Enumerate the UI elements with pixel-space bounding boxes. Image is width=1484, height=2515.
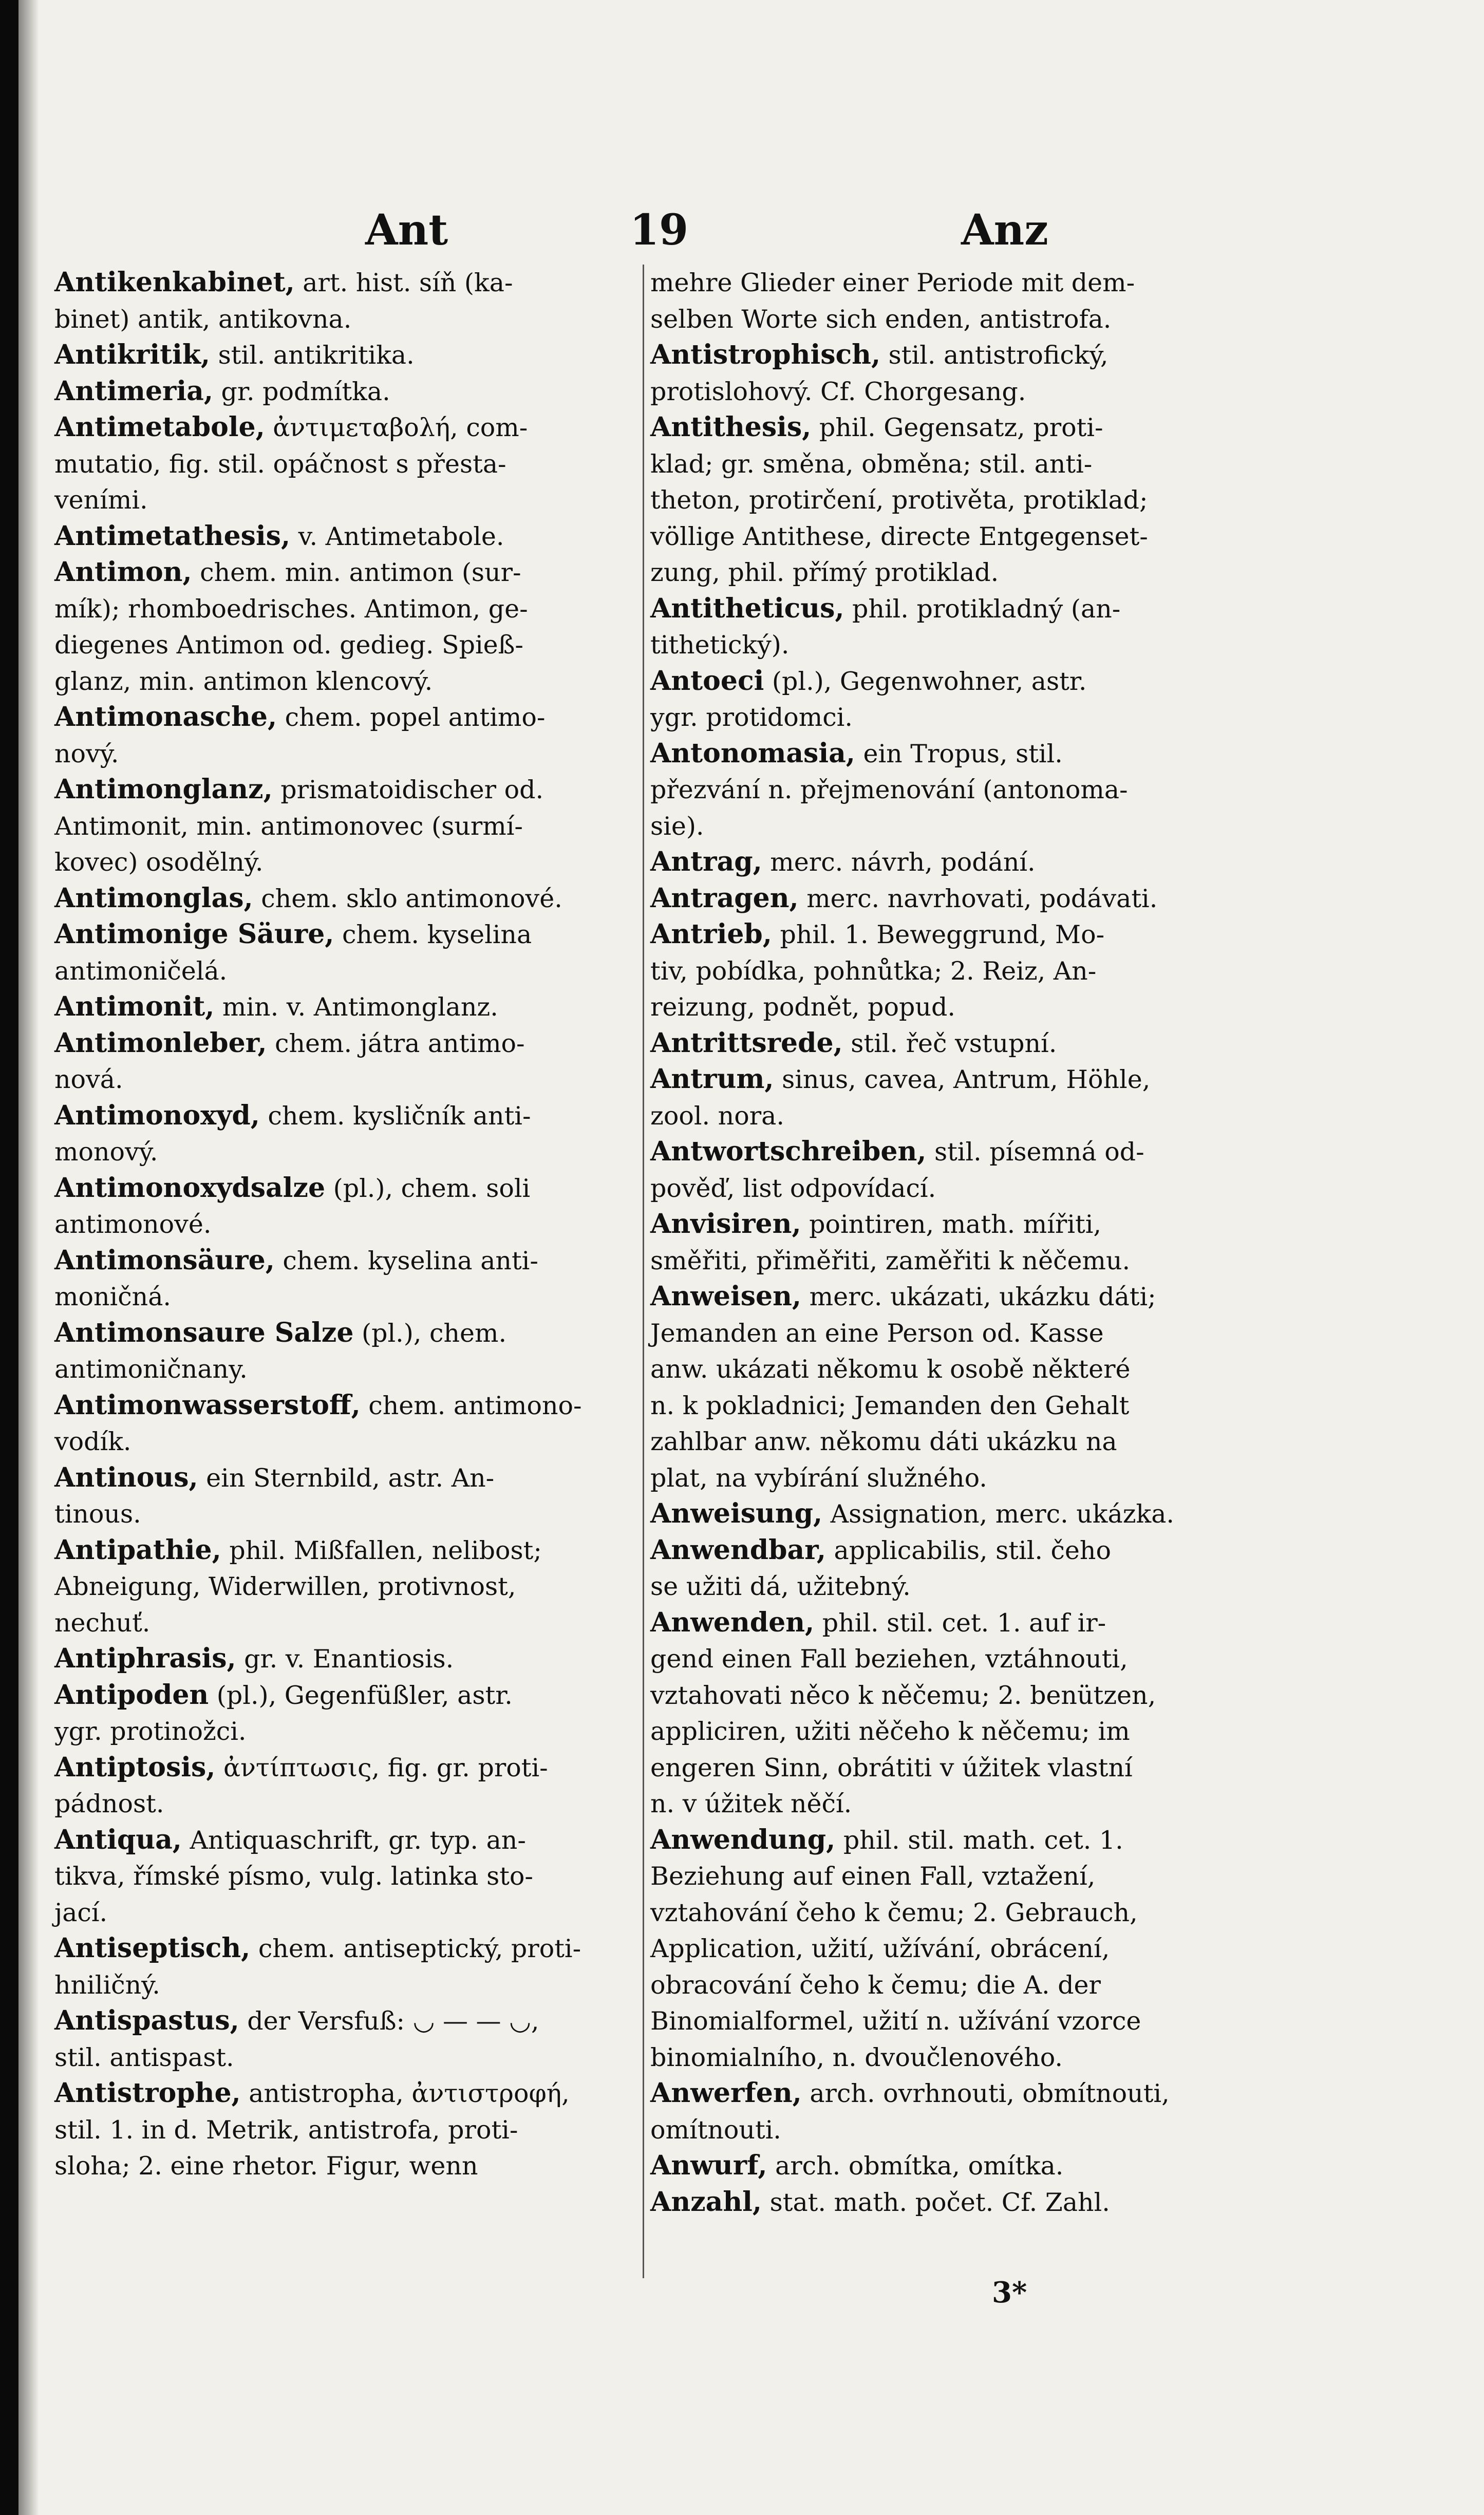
entry-text: sie). <box>650 811 704 841</box>
headword: Antimonsaure Salze <box>54 1317 354 1348</box>
entry-line <box>650 2003 1244 2039</box>
entry-line <box>54 808 648 844</box>
entry-line <box>650 301 1244 337</box>
entry-text: arch. ovrhnouti, obmítnouti, <box>801 2079 1170 2108</box>
entry-text: chem. antiseptický, proti- <box>250 1934 581 1963</box>
entry-line <box>54 1387 648 1424</box>
entry-line <box>54 409 648 446</box>
entry-line <box>650 1894 1244 1931</box>
entry-text: der Versfuß: ◡ — — ◡, <box>239 2006 539 2036</box>
entry-text: ein Sternbild, astr. An- <box>198 1463 495 1493</box>
entry-line <box>54 1351 648 1387</box>
entry-line <box>54 1423 648 1460</box>
entry-text: phil. protikladný (an- <box>844 594 1121 624</box>
entry-text: merc. návrh, podání. <box>762 848 1036 877</box>
entry-line <box>54 1243 648 1279</box>
entry-line <box>54 916 648 953</box>
entry-line <box>54 699 648 736</box>
header-left-guideword: Ant <box>365 205 448 255</box>
entry-line <box>650 663 1244 700</box>
entry-text: selben Worte sich enden, antistrofa. <box>650 304 1112 334</box>
entry-line <box>54 591 648 627</box>
entry-text: mehre Glieder einer Periode mit dem- <box>650 268 1135 297</box>
entry-text: se užiti dá, užitebný. <box>650 1572 911 1601</box>
entry-line <box>54 1930 648 1967</box>
entry-line <box>650 591 1244 627</box>
headword: Anwurf, <box>650 2150 767 2181</box>
headword: Antinous, <box>54 1461 198 1493</box>
entry-line <box>650 1605 1244 1641</box>
entry-text: sinus, cavea, Antrum, Höhle, <box>774 1065 1151 1094</box>
entry-text: gr. v. Enantiosis. <box>236 1644 454 1674</box>
headword: Anzahl, <box>650 2186 762 2218</box>
entry-text: Antiquaschrift, gr. typ. an- <box>181 1825 526 1855</box>
entry-text: Jemanden an eine Person od. Kasse <box>650 1318 1104 1348</box>
entry-text: theton, protirčení, protivěta, protiklad; <box>650 485 1148 515</box>
entry-line <box>54 1677 648 1714</box>
entry-text: kovec) osodělný. <box>54 848 264 877</box>
entry-text: prismatoidischer od. <box>272 775 544 804</box>
entry-text: omítnouti. <box>650 2115 781 2145</box>
entry-text: binet) antik, antikovna. <box>54 304 352 334</box>
entry-text: ein Tropus, stil. <box>855 739 1063 768</box>
entry-line <box>650 2148 1244 2184</box>
entry-line <box>54 2148 648 2184</box>
entry-line <box>54 880 648 917</box>
headword: Antikenkabinet, <box>54 267 295 298</box>
entry-line <box>54 337 648 373</box>
entry-text: ἀντιμεταβολή, com- <box>265 413 528 442</box>
entry-line <box>54 1170 648 1207</box>
entry-text: tithetický). <box>650 630 790 660</box>
headword: Antithesis, <box>650 411 812 443</box>
headword: Antimonsäure, <box>54 1244 275 1276</box>
headword: Antimonige Säure, <box>54 918 334 950</box>
entry-line <box>54 482 648 518</box>
entry-line <box>54 1460 648 1496</box>
entry-text: gend einen Fall beziehen, vztáhnouti, <box>650 1644 1128 1674</box>
entry-text: (pl.), Gegenfüßler, astr. <box>209 1680 513 1710</box>
entry-line <box>54 518 648 555</box>
entry-text: phil. stil. math. cet. 1. <box>835 1825 1123 1855</box>
entry-text: stil. 1. in d. Metrik, antistrofa, proti- <box>54 2115 518 2145</box>
entry-text: chem. kyselina <box>334 920 532 949</box>
entry-text: mutatio, fig. stil. opáčnost s přesta- <box>54 449 506 479</box>
entry-text: antimoničnany. <box>54 1355 248 1384</box>
entry-text: chem. sklo antimonové. <box>253 884 562 913</box>
right-column <box>650 265 1244 2220</box>
headword: Antrieb, <box>650 918 772 950</box>
entry-line <box>54 1605 648 1641</box>
entry-line <box>650 808 1244 844</box>
headword: Antimonoxydsalze <box>54 1172 326 1204</box>
entry-text: obracování čeho k čemu; die A. der <box>650 1970 1101 2000</box>
entry-text: přezvání n. přejmenování (antonoma- <box>650 775 1128 804</box>
entry-text: nechuť. <box>54 1608 151 1638</box>
entry-line <box>650 1460 1244 1496</box>
entry-line <box>650 2112 1244 2148</box>
entry-line <box>650 1750 1244 1786</box>
entry-text: chem. popel antimo- <box>277 703 546 732</box>
headword: Anwenden, <box>650 1606 815 1638</box>
entry-text: nový. <box>54 739 119 768</box>
entry-line <box>650 736 1244 772</box>
entry-text: veními. <box>54 485 148 515</box>
entry-line <box>54 772 648 808</box>
headword: Antistrophe, <box>54 2077 241 2109</box>
headword: Antimetabole, <box>54 411 265 443</box>
entry-line <box>54 1098 648 1134</box>
entry-text: chem. kyselina anti- <box>274 1246 538 1275</box>
headword: Antimon, <box>54 556 192 588</box>
headword: Antimonleber, <box>54 1027 267 1059</box>
entry-line <box>650 1641 1244 1677</box>
entry-text: stil. písemná od- <box>926 1137 1144 1167</box>
entry-line <box>650 989 1244 1025</box>
entry-line <box>650 1315 1244 1352</box>
entry-line <box>54 663 648 700</box>
entry-text: antimonové. <box>54 1210 212 1239</box>
entry-line <box>54 1822 648 1859</box>
headword: Antiqua, <box>54 1824 182 1855</box>
entry-line <box>54 1641 648 1677</box>
entry-text: v. Antimetabole. <box>290 521 504 551</box>
entry-line <box>54 844 648 880</box>
entry-line <box>650 1170 1244 1207</box>
headword: Antimonasche, <box>54 701 277 733</box>
entry-text: binomialního, n. dvoučlenového. <box>650 2042 1063 2072</box>
entry-line <box>54 554 648 591</box>
entry-text: Binomialformel, užití n. užívání vzorce <box>650 2006 1141 2036</box>
headword: Antikritik, <box>54 339 211 370</box>
entry-line <box>650 373 1244 410</box>
headword: Antiptosis, <box>54 1751 216 1783</box>
headword: Anwendbar, <box>650 1534 826 1566</box>
entry-line <box>650 2039 1244 2076</box>
headword: Anweisen, <box>650 1281 802 1312</box>
entry-line <box>54 989 648 1025</box>
entry-line <box>650 2184 1244 2221</box>
entry-text: gr. podmítka. <box>213 377 390 406</box>
entry-line <box>650 699 1244 736</box>
entry-text: chem. kysličník anti- <box>259 1101 531 1131</box>
entry-text: hniličný. <box>54 1970 160 2000</box>
entry-text: Antimonit, min. antimonovec (surmí- <box>54 811 523 841</box>
headword: Anvisiren, <box>650 1208 801 1240</box>
entry-text: phil. Gegensatz, proti- <box>811 413 1103 442</box>
entry-text: glanz, min. antimon klencový. <box>54 666 433 696</box>
page-edge-shadow <box>18 0 39 2515</box>
entry-line <box>650 1677 1244 1714</box>
entry-line <box>650 1930 1244 1967</box>
entry-text: applicabilis, stil. čeho <box>825 1535 1111 1565</box>
entry-text: sloha; 2. eine rhetor. Figur, wenn <box>54 2151 478 2181</box>
entry-line <box>650 265 1244 301</box>
entry-line <box>650 1279 1244 1315</box>
headword: Antonomasia, <box>650 737 855 769</box>
entry-line <box>650 518 1244 555</box>
entry-text: ygr. protidomci. <box>650 703 853 732</box>
entry-text: monový. <box>54 1137 158 1167</box>
entry-text: engeren Sinn, obrátiti v úžitek vlastní <box>650 1753 1133 1782</box>
entry-line <box>54 301 648 337</box>
headword: Antrag, <box>650 846 762 877</box>
entry-line <box>650 554 1244 591</box>
entry-line <box>54 1025 648 1062</box>
entry-text: moničná. <box>54 1282 171 1311</box>
entry-text: chem. játra antimo- <box>267 1028 525 1058</box>
column-divider <box>643 265 644 2278</box>
entry-text: diegenes Antimon od. gedieg. Spieß- <box>54 630 523 660</box>
entry-line <box>54 1061 648 1098</box>
headword: Antimonit, <box>54 991 215 1022</box>
entry-line <box>54 627 648 663</box>
entry-line <box>650 1061 1244 1098</box>
entry-line <box>650 1206 1244 1243</box>
entry-line <box>650 446 1244 482</box>
entry-text: nová. <box>54 1065 123 1094</box>
headword: Antipathie, <box>54 1534 221 1566</box>
entry-text: stil. antikritika. <box>210 341 415 370</box>
entry-line <box>54 1967 648 2003</box>
entry-line <box>650 1423 1244 1460</box>
entry-text: ἀντίπτωσις, fig. gr. proti- <box>215 1753 548 1782</box>
entry-text: appliciren, užiti něčeho k něčemu; im <box>650 1717 1130 1746</box>
entry-text: stil. antistrofický, <box>880 341 1109 370</box>
entry-text: pověď, list odpovídací. <box>650 1173 936 1203</box>
entry-text: merc. ukázati, ukázku dáti; <box>801 1282 1156 1311</box>
entry-text: klad; gr. směna, obměna; stil. anti- <box>650 449 1093 479</box>
entry-line <box>54 1858 648 1894</box>
headword: Antrum, <box>650 1063 774 1095</box>
entry-text: völlige Antithese, directe Entgegenset- <box>650 521 1148 551</box>
entry-text: stat. math. počet. Cf. Zahl. <box>762 2187 1110 2217</box>
entry-text: pádnost. <box>54 1789 164 1818</box>
headword: Anwendung, <box>650 1824 836 1855</box>
entry-line <box>650 880 1244 917</box>
entry-text: phil. Mißfallen, nelibost; <box>221 1535 542 1565</box>
header-right-guideword: Anz <box>961 205 1048 255</box>
entry-line <box>650 337 1244 373</box>
entry-text: arch. obmítka, omítka. <box>767 2151 1064 2181</box>
entry-line <box>650 1098 1244 1134</box>
entry-text: protislohový. Cf. Chorgesang. <box>650 377 1026 406</box>
book-spine <box>0 0 18 2515</box>
headword: Antispastus, <box>54 2005 239 2036</box>
entry-text: Beziehung auf einen Fall, vztažení, <box>650 1862 1096 1891</box>
entry-line <box>650 844 1244 880</box>
entry-line <box>54 1532 648 1569</box>
entry-line <box>54 1134 648 1170</box>
entry-line <box>54 953 648 989</box>
headword: Antragen, <box>650 882 799 914</box>
entry-line <box>650 1134 1244 1170</box>
entry-line <box>650 1243 1244 1279</box>
entry-text: směřiti, přiměřiti, zaměřiti k něčemu. <box>650 1246 1131 1275</box>
entry-line <box>54 2075 648 2112</box>
entry-line <box>54 1786 648 1822</box>
headword: Antimeria, <box>54 375 213 407</box>
headword: Antiseptisch, <box>54 1932 251 1964</box>
entry-line <box>54 1750 648 1786</box>
entry-text: tikva, římské písmo, vulg. latinka sto- <box>54 1862 533 1891</box>
entry-line <box>54 2039 648 2076</box>
headword: Antoeci <box>650 665 764 697</box>
entry-text: reizung, podnět, popud. <box>650 992 955 1022</box>
entry-line <box>650 2075 1244 2112</box>
entry-text: n. v úžitek něčí. <box>650 1789 852 1818</box>
entry-text: chem. antimono- <box>360 1391 582 1420</box>
entry-text: plat, na vybírání služného. <box>650 1463 987 1493</box>
entry-line <box>54 1568 648 1605</box>
entry-line <box>54 265 648 301</box>
entry-line <box>54 1206 648 1243</box>
entry-text: vztahování čeho k čemu; 2. Gebrauch, <box>650 1898 1138 1927</box>
headword: Antiphrasis, <box>54 1643 236 1674</box>
entry-line <box>54 2003 648 2039</box>
headword: Anweisung, <box>650 1498 823 1529</box>
headword: Anwerfen, <box>650 2077 802 2109</box>
entry-text: jací. <box>54 1898 108 1927</box>
headword: Antimonglas, <box>54 882 253 914</box>
entry-text: antistropha, ἀντιστροφή, <box>240 2079 570 2108</box>
entry-line <box>54 2112 648 2148</box>
entry-line <box>650 772 1244 808</box>
entry-line <box>650 1025 1244 1062</box>
entry-line <box>54 1496 648 1532</box>
entry-line <box>650 1496 1244 1532</box>
headword: Antimonglanz, <box>54 774 273 805</box>
entry-line <box>650 1822 1244 1859</box>
headword: Antimonwasserstoff, <box>54 1389 361 1421</box>
entry-text: merc. navrhovati, podávati. <box>798 884 1158 913</box>
entry-line <box>650 1967 1244 2003</box>
headword: Antitheticus, <box>650 592 844 624</box>
entry-text: (pl.), chem. soli <box>325 1173 531 1203</box>
entry-text: antimoničelá. <box>54 956 228 986</box>
entry-line <box>54 1315 648 1352</box>
entry-text: min. v. Antimonglanz. <box>214 992 498 1022</box>
entry-line <box>54 736 648 772</box>
entry-line <box>650 1713 1244 1750</box>
headword: Antrittsrede, <box>650 1027 843 1059</box>
entry-line <box>650 1351 1244 1387</box>
entry-line <box>650 916 1244 953</box>
left-column <box>54 265 648 2184</box>
headword: Antipoden <box>54 1679 209 1711</box>
entry-text: phil. stil. cet. 1. auf ir- <box>814 1608 1106 1638</box>
entry-text: art. hist. síň (ka- <box>294 268 513 297</box>
entry-line <box>650 1858 1244 1894</box>
entry-text: chem. min. antimon (sur- <box>192 558 521 587</box>
entry-text: n. k pokladnici; Jemanden den Gehalt <box>650 1391 1130 1420</box>
entry-line <box>650 1387 1244 1424</box>
entry-text: stil. antispast. <box>54 2042 234 2072</box>
headword: Antistrophisch, <box>650 339 881 370</box>
entry-line <box>650 409 1244 446</box>
entry-text: tinous. <box>54 1499 141 1529</box>
entry-text: tiv, pobídka, pohnůtka; 2. Reiz, An- <box>650 956 1097 986</box>
entry-text: ygr. protinožci. <box>54 1717 247 1746</box>
headword: Antwortschreiben, <box>650 1136 927 1167</box>
entry-line <box>650 1568 1244 1605</box>
entry-text: stil. řeč vstupní. <box>842 1028 1057 1058</box>
entry-text: Assignation, merc. ukázka. <box>822 1499 1174 1529</box>
dictionary-page <box>18 0 1484 2515</box>
entry-line <box>650 953 1244 989</box>
entry-line <box>650 1786 1244 1822</box>
entry-line <box>650 1532 1244 1569</box>
headword: Antimetathesis, <box>54 520 291 552</box>
entry-line <box>650 627 1244 663</box>
entry-text: pointiren, math. mířiti, <box>801 1210 1101 1239</box>
entry-text: (pl.), Gegenwohner, astr. <box>764 666 1087 696</box>
entry-text: Application, užití, užívání, obrácení, <box>650 1934 1110 1963</box>
entry-line <box>54 1894 648 1931</box>
signature-mark: 3* <box>992 2276 1027 2310</box>
page-number: 19 <box>630 205 689 255</box>
entry-line <box>54 1279 648 1315</box>
entry-text: zahlbar anw. někomu dáti ukázku na <box>650 1427 1117 1456</box>
entry-line <box>54 1713 648 1750</box>
entry-text: mík); rhomboedrisches. Antimon, ge- <box>54 594 528 624</box>
entry-text: vztahovati něco k něčemu; 2. benützen, <box>650 1680 1156 1710</box>
entry-text: anw. ukázati někomu k osobě některé <box>650 1355 1131 1384</box>
entry-text: zool. nora. <box>650 1101 784 1131</box>
entry-text: (pl.), chem. <box>353 1318 507 1348</box>
entry-line <box>54 446 648 482</box>
entry-line <box>650 482 1244 518</box>
running-header <box>18 205 1484 267</box>
entry-text: vodík. <box>54 1427 132 1456</box>
entry-text: Abneigung, Widerwillen, protivnost, <box>54 1572 516 1601</box>
entry-line <box>54 373 648 410</box>
entry-text: phil. 1. Beweggrund, Mo- <box>772 920 1105 949</box>
entry-text: zung, phil. přímý protiklad. <box>650 558 999 587</box>
headword: Antimonoxyd, <box>54 1099 260 1131</box>
